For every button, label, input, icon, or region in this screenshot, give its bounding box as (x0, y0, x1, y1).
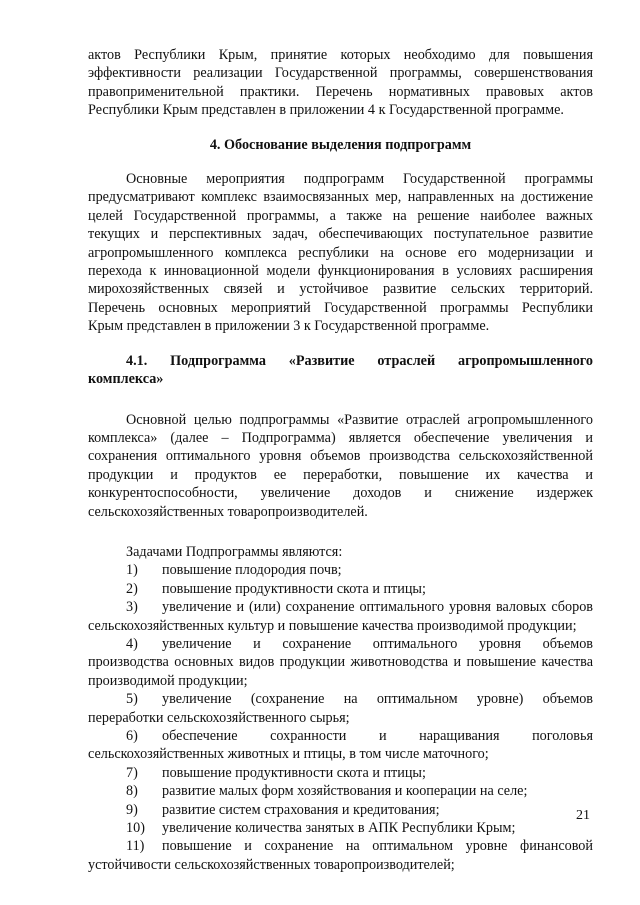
list-number: 3) (126, 599, 138, 616)
list-number: 6) (126, 728, 138, 744)
list-text: повышение продуктивности скота и птицы; (162, 580, 426, 597)
list-item (88, 690, 593, 708)
text-line: предусматривают комплекс взаимосвязанных мер, направленных на достижение (88, 189, 593, 206)
list-text: увеличение (сохранение на оптимальном уровне) объемов (162, 691, 593, 708)
list-item (88, 727, 593, 745)
text-line: Крым представлен в приложении 3 к Государственной программе. (88, 318, 490, 335)
section-4-heading: 4. Обоснование выделения подпрограмм (209, 136, 472, 153)
list-continuation: производства основных видов продукции животноводства и повышение качества производимой продукции; (88, 654, 593, 689)
list-item (88, 801, 593, 819)
text-line: правоприменительной практики. Перечень нормативных правовых актов (88, 83, 593, 100)
list-continuation: переработки сельскохозяйственного сырья; (88, 709, 350, 726)
text-line: эффективности реализации Государственной программы, совершенствования (88, 65, 593, 82)
page-number: 21 (576, 808, 590, 823)
tasks-intro: Задачами Подпрограммы являются: (126, 543, 343, 560)
list-number: 8) (126, 783, 138, 800)
list-text: повышение продуктивности скота и птицы; (162, 764, 426, 781)
list-item (88, 635, 593, 653)
text-line: мирохозяйственных связей и устойчивое развитие сельских территорий. (88, 281, 593, 298)
list-item (88, 819, 593, 837)
list-text: увеличение количества занятых в АПК Республики Крым; (162, 820, 516, 837)
text-line: Республики Крым представлен в приложении 4 к Государственной программе. (88, 102, 564, 119)
text-line: сохранения оптимального уровня объемов производства сельскохозяйственной (88, 448, 593, 465)
list-number: 2) (126, 580, 138, 597)
list-continuation: сельскохозяйственных животных и птицы, в том числе маточного; (88, 746, 489, 763)
list-item (88, 598, 593, 616)
section-4-paragraph (88, 170, 593, 336)
list-text: увеличение и сохранение оптимального уровня объемов (162, 635, 593, 652)
list-number: 11) (126, 838, 145, 855)
list-item (88, 782, 593, 800)
text-line: сельскохозяйственных товаропроизводителей. (88, 503, 368, 520)
intro-paragraph (88, 46, 593, 120)
list-number: 4) (126, 635, 138, 652)
list-number: 7) (126, 764, 138, 781)
list-number: 9) (126, 801, 138, 818)
list-number: 1) (126, 562, 138, 579)
text-line: Основной целью подпрограммы «Развитие отраслей агропромышленного (126, 411, 593, 428)
list-item (88, 561, 593, 579)
text-line: перехода к инновационной модели функционирования в условиях расширения (88, 263, 593, 280)
tasks-list (88, 561, 593, 874)
list-number: 5) (126, 691, 138, 708)
text-line: Основные мероприятия подпрограмм Государственной программы (126, 171, 593, 188)
text-line: продукции и продуктов ее переработки, повышение их качества и (88, 466, 593, 483)
list-continuation: устойчивости сельскохозяйственных товаропроизводителей; (88, 856, 455, 873)
text-line: текущих и перспективных задач, обеспечивающих поступательное развитие (88, 226, 593, 243)
subsection-4-1-paragraph (88, 411, 593, 521)
text-line: целей Государственной программы, а также на решение наиболее важных (88, 207, 593, 224)
list-item (88, 580, 593, 598)
document-page (88, 46, 593, 874)
list-item (88, 764, 593, 782)
list-number: 10) (126, 820, 145, 837)
text-line: Перечень основных мероприятий Государственной программы Республики (88, 299, 593, 316)
list-item (88, 837, 593, 855)
list-text: повышение плодородия почв; (162, 562, 342, 579)
list-continuation: сельскохозяйственных культур и повышение качества производимой продукции; (88, 617, 577, 634)
text-line: актов Республики Крым, принятие которых необходимо для повышения (88, 47, 593, 63)
list-text: увеличение и (или) сохранение оптимального уровня валовых сборов (162, 599, 593, 616)
text-line: агропромышленного комплекса республики на основе его модернизации и (88, 244, 593, 261)
subsection-heading-line: 4.1. Подпрограмма «Развитие отраслей агропромышленного (126, 352, 593, 369)
list-text: развитие малых форм хозяйствования и кооперации на селе; (162, 783, 528, 800)
list-text: развитие систем страхования и кредитования; (162, 801, 440, 818)
list-text: повышение и сохранение на оптимальном уровне финансовой (162, 838, 593, 855)
subsection-heading-line: комплекса» (88, 371, 164, 388)
text-line: комплекса» (далее – Подпрограмма) является обеспечение увеличения и (88, 429, 593, 446)
subsection-4-1-heading (88, 352, 593, 389)
list-text: обеспечение сохранности и наращивания поголовья (162, 728, 593, 744)
text-line: конкурентоспособности, увеличение доходов и снижение издержек (88, 485, 593, 502)
